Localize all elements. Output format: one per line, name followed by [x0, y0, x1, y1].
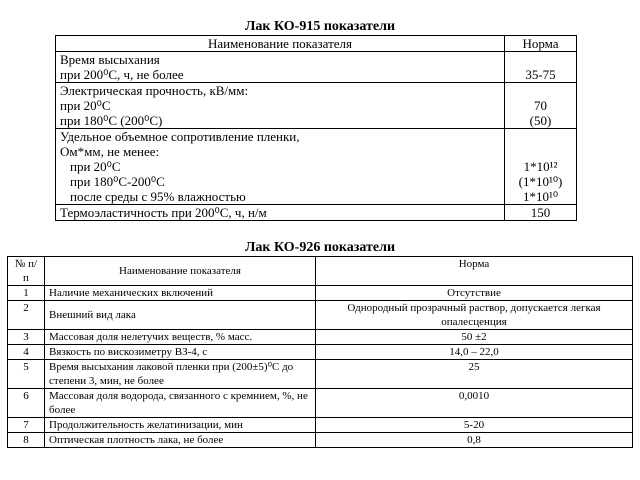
- row-line: Удельное объемное сопротивление пленки,: [60, 129, 300, 144]
- table-row: [56, 52, 577, 83]
- header-name: Наименование показателя: [45, 257, 316, 286]
- row-value-cell: [505, 52, 577, 83]
- row-value: 1*10¹⁰: [522, 189, 559, 204]
- table-row: [8, 345, 633, 360]
- header-norm: Норма: [505, 36, 577, 52]
- row-name: Массовая доля нелетучих веществ, % масс.: [45, 330, 316, 345]
- table-row: [8, 418, 633, 433]
- row-name: Наличие механических включений: [45, 286, 316, 301]
- row-norm: Однородный прозрачный раствор, допускается легкая опалесценция: [316, 301, 633, 330]
- table-row: [56, 205, 577, 221]
- ko926-table: [7, 256, 633, 448]
- row-line: при 180⁰С-200⁰С: [70, 174, 165, 189]
- row-norm: 0,0010: [316, 389, 633, 418]
- table-header-row: [56, 36, 577, 52]
- row-value: (1*10¹⁰): [518, 174, 563, 189]
- row-num: 7: [8, 418, 45, 433]
- table-row: [8, 301, 633, 330]
- row-name-cell: [56, 52, 505, 83]
- row-line: Ом*мм, не менее:: [60, 144, 160, 159]
- row-line: при 200⁰С, ч, не более: [60, 67, 184, 82]
- row-norm: 25: [316, 360, 633, 389]
- row-name: Время высыхания лаковой пленки при (200±5)⁰С до степени 3, мин, не более: [45, 360, 316, 389]
- row-num: 1: [8, 286, 45, 301]
- row-line: Время высыхания: [60, 52, 160, 67]
- row-line: Электрическая прочность, кВ/мм:: [60, 83, 249, 98]
- row-norm: 14,0 – 22,0: [316, 345, 633, 360]
- row-num: 6: [8, 389, 45, 418]
- row-value: 70: [534, 98, 547, 113]
- row-num: 8: [8, 433, 45, 448]
- row-norm: 5-20: [316, 418, 633, 433]
- row-line: при 20⁰С: [60, 98, 111, 113]
- header-norm: Норма: [316, 257, 633, 286]
- header-num: № п/п: [8, 257, 45, 286]
- table1-title: Лак КО-915 показатели: [244, 19, 396, 34]
- header-name: Наименование показателя: [56, 36, 505, 52]
- table-row: [8, 330, 633, 345]
- row-value: 150: [530, 205, 551, 220]
- row-value: (50): [529, 113, 552, 128]
- table-row: [56, 129, 577, 205]
- row-name-cell: [56, 83, 505, 129]
- table2-title: Лак КО-926 показатели: [244, 240, 396, 255]
- row-value-cell: [505, 83, 577, 129]
- table-row: [56, 83, 577, 129]
- row-value: [509, 129, 572, 144]
- row-num: 5: [8, 360, 45, 389]
- table-row: [8, 286, 633, 301]
- row-name: Оптическая плотность лака, не более: [45, 433, 316, 448]
- table-row: [8, 389, 633, 418]
- table-header-row: [8, 257, 633, 286]
- row-value: 1*10¹²: [523, 159, 558, 174]
- row-value-cell: [505, 129, 577, 205]
- row-line: Термоэластичность при 200⁰С, ч, н/м: [60, 205, 267, 220]
- row-value: [509, 52, 572, 67]
- row-name-cell: [56, 129, 505, 205]
- row-line: после среды с 95% влажностью: [70, 189, 246, 204]
- row-name: Продолжительность желатинизации, мин: [45, 418, 316, 433]
- row-num: 2: [8, 301, 45, 330]
- row-num: 3: [8, 330, 45, 345]
- row-value-cell: [505, 205, 577, 221]
- row-line: при 180⁰С (200⁰С): [60, 113, 163, 128]
- row-norm: Отсутствие: [316, 286, 633, 301]
- ko915-table: [55, 35, 577, 221]
- row-value: 35-75: [525, 67, 556, 82]
- row-line: при 20⁰С: [70, 159, 121, 174]
- row-name: Вязкость по вискозиметру ВЗ-4, с: [45, 345, 316, 360]
- row-value: [509, 144, 572, 159]
- row-value: [509, 83, 572, 98]
- row-num: 4: [8, 345, 45, 360]
- row-name-cell: [56, 205, 505, 221]
- row-norm: 50 ±2: [316, 330, 633, 345]
- table-row: [8, 433, 633, 448]
- row-norm: 0,8: [316, 433, 633, 448]
- row-name: Массовая доля водорода, связанного с кремнием, %, не более: [45, 389, 316, 418]
- table-row: [8, 360, 633, 389]
- row-name: Внешний вид лака: [45, 301, 316, 330]
